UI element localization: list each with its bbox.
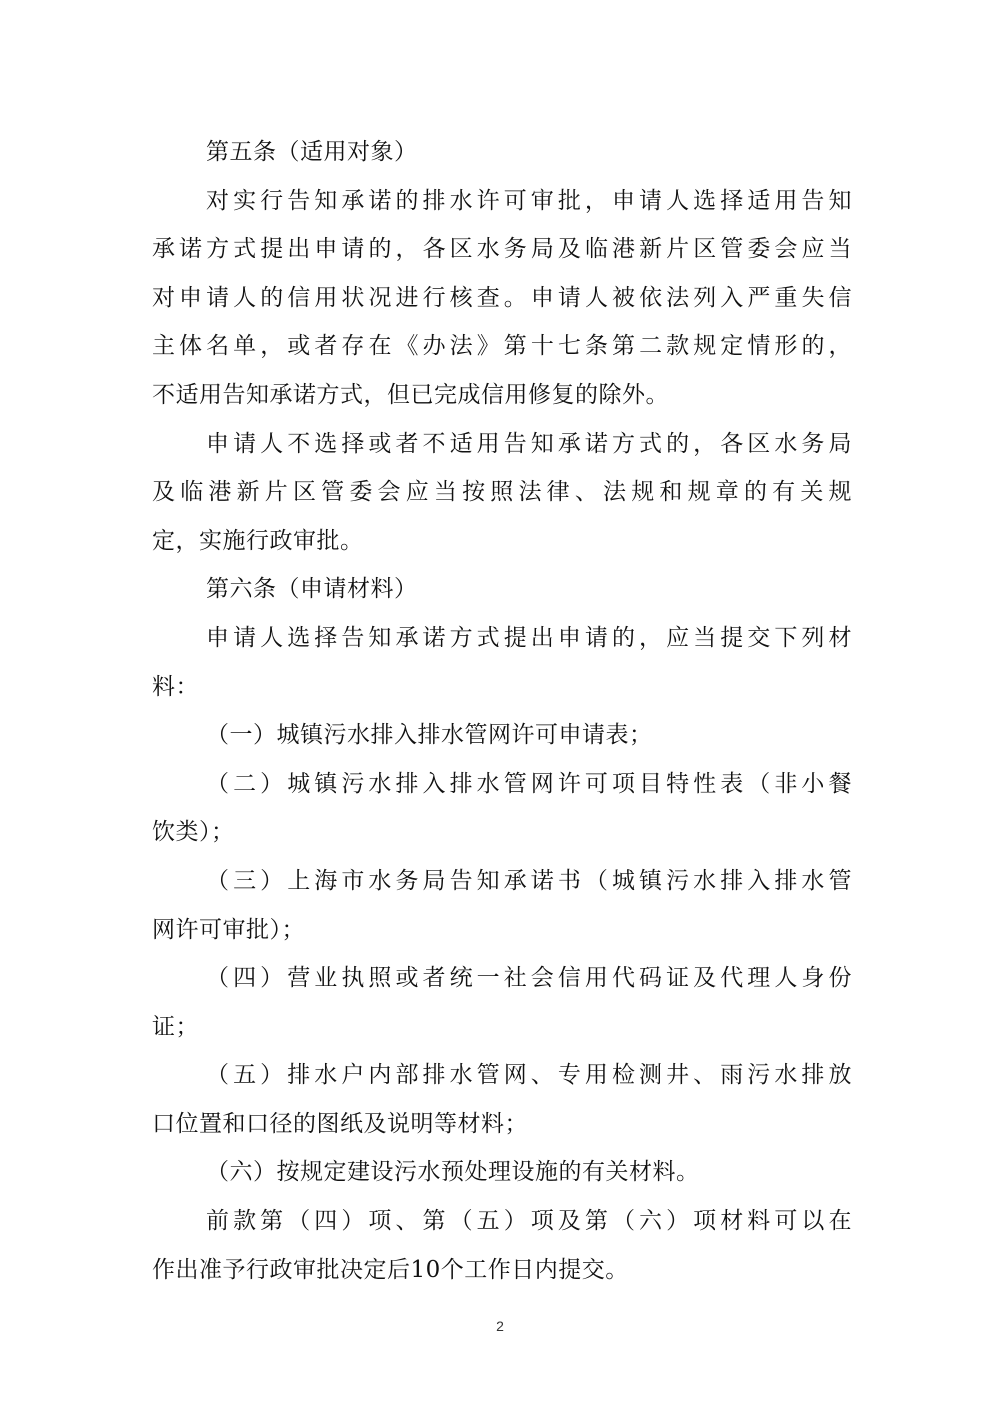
article-5-para-1-line-1: 对实行告知承诺的排水许可审批，申请人选择适用告知 <box>206 187 852 214</box>
item-3-line-2: 网许可审批）； <box>152 916 305 943</box>
item-4-line-1: （四）营业执照或者统一社会信用代码证及代理人身份 <box>206 965 852 992</box>
article-6-heading: 第六条（申请材料） <box>206 576 418 603</box>
item-4-line-2: 证； <box>152 1013 199 1040</box>
closing-para-line-2: 作出准予行政审批决定后10个工作日内提交。 <box>152 1256 629 1283</box>
item-2-line-2: 饮类）； <box>152 819 235 846</box>
article-5-para-1-line-2: 承诺方式提出申请的，各区水务局及临港新片区管委会应当 <box>152 236 852 263</box>
article-5-para-1-line-4: 主体名单，或者存在《办法》第十七条第二款规定情形的， <box>152 333 852 360</box>
article-6-intro-line-2: 料： <box>152 673 199 700</box>
article-5-heading: 第五条（适用对象） <box>206 139 418 165</box>
article-5-para-1-line-3: 对申请人的信用状况进行核查。申请人被依法列入严重失信 <box>152 284 852 311</box>
article-5-para-1-line-5: 不适用告知承诺方式，但已完成信用修复的除外。 <box>152 381 669 408</box>
item-2-line-1: （二）城镇污水排入排水管网许可项目特性表（非小餐 <box>206 770 852 797</box>
closing-para-line-1: 前款第（四）项、第（五）项及第（六）项材料可以在 <box>206 1208 852 1235</box>
item-5-line-2: 口位置和口径的图纸及说明等材料； <box>152 1110 528 1137</box>
item-3-line-1: （三）上海市水务局告知承诺书（城镇污水排入排水管 <box>206 867 852 894</box>
item-1: （一）城镇污水排入排水管网许可申请表； <box>206 722 653 749</box>
item-6: （六）按规定建设污水预处理设施的有关材料。 <box>206 1159 700 1186</box>
article-6-intro-line-1: 申请人选择告知承诺方式提出申请的，应当提交下列材 <box>206 624 852 651</box>
article-5-para-2-line-3: 定，实施行政审批。 <box>152 527 364 554</box>
item-5-line-1: （五）排水户内部排水管网、专用检测井、雨污水排放 <box>206 1062 852 1089</box>
page-number: 2 <box>496 1318 504 1334</box>
article-5-para-2-line-2: 及临港新片区管委会应当按照法律、法规和规章的有关规 <box>152 479 852 506</box>
document-body <box>152 128 852 1294</box>
article-5-para-2-line-1: 申请人不选择或者不适用告知承诺方式的，各区水务局 <box>206 430 852 457</box>
